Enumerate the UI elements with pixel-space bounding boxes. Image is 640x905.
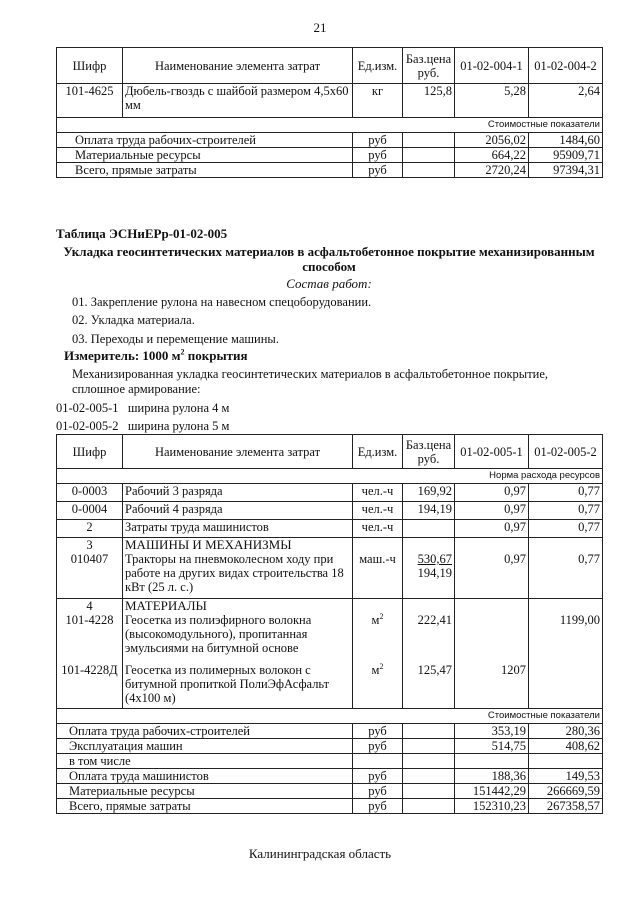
summary-row (57, 769, 603, 784)
row-code: 101-4228Д (57, 659, 123, 709)
row-name: Тракторы на пневмоколесном ходу при работе на других видах строительства 18 кВт (25 л. с.) (123, 552, 353, 598)
summary-row (57, 739, 603, 754)
row-value-a: 0,97 (455, 520, 529, 538)
header-name: Наименование элемента затрат (123, 435, 353, 469)
row-code: 2 (57, 520, 123, 538)
variant-code: 01-02-005-1 (56, 401, 119, 415)
row-price: 125,47 (403, 659, 455, 709)
row-unit: чел.-ч (353, 520, 403, 538)
header-name: Наименование элемента затрат (123, 48, 353, 84)
table-row (57, 84, 603, 118)
table-row (57, 502, 603, 520)
row-price: 194,19 (403, 502, 455, 520)
step-2: 02. Укладка материала. (72, 313, 195, 327)
summary-name: Всего, прямые затраты (57, 163, 353, 178)
summary-name: Оплата труда рабочих-строителей (57, 133, 353, 148)
row-unit: маш.-ч (353, 552, 403, 598)
row-value-b: 0,77 (529, 484, 603, 502)
summary-value-b: 266669,59 (529, 784, 603, 799)
summary-unit: руб (353, 784, 403, 799)
row-name: Рабочий 3 разряда (123, 484, 353, 502)
summary-row (57, 148, 603, 163)
summary-price (403, 784, 455, 799)
summary-name: Оплата труда машинистов (57, 769, 353, 784)
header-price-line1: Баз.цена (405, 51, 452, 66)
measure-suffix: покрытия (184, 348, 248, 363)
row-value-b: 2,64 (529, 84, 603, 118)
header-col-a: 01-02-005-1 (455, 435, 529, 469)
table-title: Таблица ЭСНиЕРр-01-02-005 (56, 226, 228, 241)
section-code: 4 (57, 598, 123, 613)
row-value-a: 0,97 (455, 484, 529, 502)
unit-sup: 2 (379, 661, 384, 671)
header-code: Шифр (57, 48, 123, 84)
description: Механизированная укладка геосинтетических материалов в асфальтобетонное покрытие, сплошное армирование: (72, 367, 549, 396)
row-value-b (529, 538, 603, 553)
table-row (57, 484, 603, 502)
row-price-sub: 194,19 (417, 566, 452, 580)
summary-unit: руб (353, 148, 403, 163)
table-row (57, 613, 603, 659)
step-1: 01. Закрепление рулона на навесном спецоборудовании. (72, 295, 372, 309)
summary-price (403, 739, 455, 754)
header-price-line2: руб. (417, 65, 440, 80)
row-value-a (455, 598, 529, 613)
table-header-row (57, 435, 603, 469)
row-price: 169,92 (403, 484, 455, 502)
summary-value-b (529, 754, 603, 769)
row-unit (353, 538, 403, 553)
row-code: 101-4228 (57, 613, 123, 659)
summary-label: Стоимостные показатели (57, 709, 603, 724)
header-col-b: 01-02-004-2 (529, 48, 603, 84)
summary-value-a (455, 754, 529, 769)
section-code: 3 (57, 538, 123, 553)
row-value-b: 0,77 (529, 502, 603, 520)
summary-unit (353, 754, 403, 769)
summary-unit: руб (353, 133, 403, 148)
row-price: 125,8 (403, 84, 455, 118)
row-value-b: 0,77 (529, 552, 603, 598)
cost-table-1 (56, 47, 603, 178)
header-unit: Ед.изм. (353, 435, 403, 469)
measure-prefix: Измеритель: 1000 м (64, 348, 181, 363)
row-unit: чел.-ч (353, 502, 403, 520)
row-price (403, 598, 455, 613)
header-unit: Ед.изм. (353, 48, 403, 84)
row-code: 0-0003 (57, 484, 123, 502)
row-name: Дюбель-гвоздь с шайбой размером 4,5х60 мм (123, 84, 353, 118)
row-unit (353, 659, 403, 709)
unit-text: м (371, 662, 380, 677)
header-price-line2: руб. (417, 451, 440, 466)
section-row (57, 598, 603, 613)
row-value-b (529, 598, 603, 613)
header-price (403, 435, 455, 469)
row-value-a: 0,97 (455, 502, 529, 520)
summary-value-a: 664,22 (455, 148, 529, 163)
summary-price (403, 163, 455, 178)
header-code: Шифр (57, 435, 123, 469)
summary-value-a: 2056,02 (455, 133, 529, 148)
summary-label: Стоимостные показатели (57, 118, 603, 133)
composition-title: Состав работ: (286, 276, 372, 291)
summary-value-a: 514,75 (455, 739, 529, 754)
row-price: 222,41 (403, 613, 455, 659)
page-number: 21 (313, 20, 327, 35)
row-value-a (455, 613, 529, 659)
row-price (403, 538, 455, 553)
table-header-row (57, 48, 603, 84)
row-value-b (529, 659, 603, 709)
summary-unit: руб (353, 724, 403, 739)
row-value-a: 0,97 (455, 552, 529, 598)
summary-value-b: 408,62 (529, 739, 603, 754)
summary-value-b: 149,53 (529, 769, 603, 784)
row-value-b: 0,77 (529, 520, 603, 538)
row-name: Затраты труда машинистов (123, 520, 353, 538)
footer-region: Калининградская область (248, 846, 392, 861)
section-row (57, 538, 603, 553)
unit-sup: 2 (379, 611, 384, 621)
norm-label-row (57, 469, 603, 484)
row-value-a: 5,28 (455, 84, 529, 118)
summary-price (403, 148, 455, 163)
row-value-b: 1199,00 (529, 613, 603, 659)
row-price (403, 520, 455, 538)
header-price-line1: Баз.цена (405, 437, 452, 452)
row-code: 0-0004 (57, 502, 123, 520)
variant-2 (56, 418, 602, 434)
header-price (403, 48, 455, 84)
summary-name: Материальные ресурсы (57, 148, 353, 163)
unit-text: м (371, 612, 380, 627)
summary-row (57, 754, 603, 769)
row-code: 010407 (57, 552, 123, 598)
row-unit: кг (353, 84, 403, 118)
summary-unit: руб (353, 163, 403, 178)
summary-value-a: 188,36 (455, 769, 529, 784)
row-unit (353, 598, 403, 613)
variant-text: ширина рулона 5 м (127, 419, 230, 433)
summary-unit: руб (353, 769, 403, 784)
row-value-a (455, 538, 529, 553)
summary-price (403, 769, 455, 784)
summary-price (403, 754, 455, 769)
variant-1 (56, 400, 602, 416)
section-name: МАТЕРИАЛЫ (123, 598, 353, 613)
row-name: Геосетка из полиэфирного волокна (высокомодульного), пропитанная эмульсиями на битумной основе (123, 613, 353, 659)
summary-row (57, 163, 603, 178)
summary-name: Материальные ресурсы (57, 784, 353, 799)
summary-value-a: 152310,23 (455, 799, 529, 814)
section-name: МАШИНЫ И МЕХАНИЗМЫ (123, 538, 353, 553)
row-unit (353, 613, 403, 659)
summary-label-row (57, 709, 603, 724)
summary-name: Всего, прямые затраты (57, 799, 353, 814)
measure-line (56, 348, 602, 364)
step-3: 03. Переходы и перемещение машины. (72, 332, 279, 346)
summary-price (403, 133, 455, 148)
summary-value-b: 267358,57 (529, 799, 603, 814)
summary-name: Оплата труда рабочих-строителей (57, 724, 353, 739)
row-name: Геосетка из полимерных волокон с битумной пропиткой ПолиЭфАсфальт (4х100 м) (123, 659, 353, 709)
section-heading: Укладка геосинтетических материалов в асфальтобетонное покрытие механизированным способом (63, 244, 595, 274)
summary-value-b: 1484,60 (529, 133, 603, 148)
row-price-main: 530,67 (417, 552, 452, 566)
summary-row (57, 784, 603, 799)
summary-value-b: 97394,31 (529, 163, 603, 178)
table-row (57, 552, 603, 598)
summary-price (403, 724, 455, 739)
summary-value-a: 151442,29 (455, 784, 529, 799)
summary-name: Эксплуатация машин (57, 739, 353, 754)
variant-code: 01-02-005-2 (56, 419, 119, 433)
summary-value-a: 353,19 (455, 724, 529, 739)
summary-row (57, 133, 603, 148)
cost-table-2 (56, 434, 603, 814)
summary-unit: руб (353, 799, 403, 814)
summary-value-a: 2720,24 (455, 163, 529, 178)
table-row (57, 659, 603, 709)
header-col-b: 01-02-005-2 (529, 435, 603, 469)
summary-price (403, 799, 455, 814)
variant-text: ширина рулона 4 м (127, 401, 230, 415)
summary-row (57, 724, 603, 739)
row-code: 101-4625 (57, 84, 123, 118)
summary-value-b: 280,36 (529, 724, 603, 739)
summary-name: в том числе (57, 754, 353, 769)
row-unit: чел.-ч (353, 484, 403, 502)
summary-unit: руб (353, 739, 403, 754)
summary-value-b: 95909,71 (529, 148, 603, 163)
norm-label: Норма расхода ресурсов (57, 469, 603, 484)
row-value-a: 1207 (455, 659, 529, 709)
row-name: Рабочий 4 разряда (123, 502, 353, 520)
table-row (57, 520, 603, 538)
row-price (403, 552, 455, 598)
summary-label-row (57, 118, 603, 133)
measure-sup: 2 (180, 347, 185, 357)
header-col-a: 01-02-004-1 (455, 48, 529, 84)
summary-row (57, 799, 603, 814)
